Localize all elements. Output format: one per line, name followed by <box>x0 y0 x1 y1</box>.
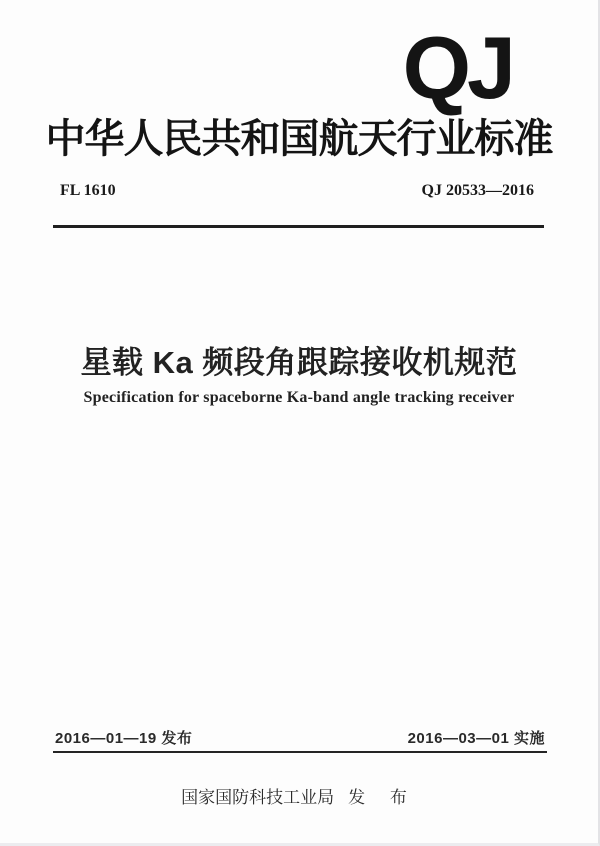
publisher-name: 国家国防科技工业局 <box>181 788 335 807</box>
implementation-date: 2016—03—01 实施 <box>407 730 545 747</box>
fl-classification-number: FL 1610 <box>60 182 116 199</box>
publish-action-label: 发 布 <box>348 788 417 807</box>
footer-divider-rule <box>53 751 547 753</box>
standard-document-number: QJ 20533—2016 <box>421 182 534 199</box>
standard-title-chinese: 星载 Ka 频段角跟踪接收机规范 <box>80 345 518 380</box>
dates-row <box>55 727 545 748</box>
issue-date: 2016—01—19 发布 <box>55 730 193 747</box>
header-divider-rule <box>53 225 544 228</box>
qj-logo: QJ <box>402 18 512 117</box>
publisher-row <box>0 783 598 808</box>
standard-title-english: Specification for spaceborne Ka-band angle tracking receiver <box>83 389 515 406</box>
doc-number-row <box>60 182 534 200</box>
standard-class-heading: 中华人民共和国航天行业标准 <box>45 117 553 161</box>
